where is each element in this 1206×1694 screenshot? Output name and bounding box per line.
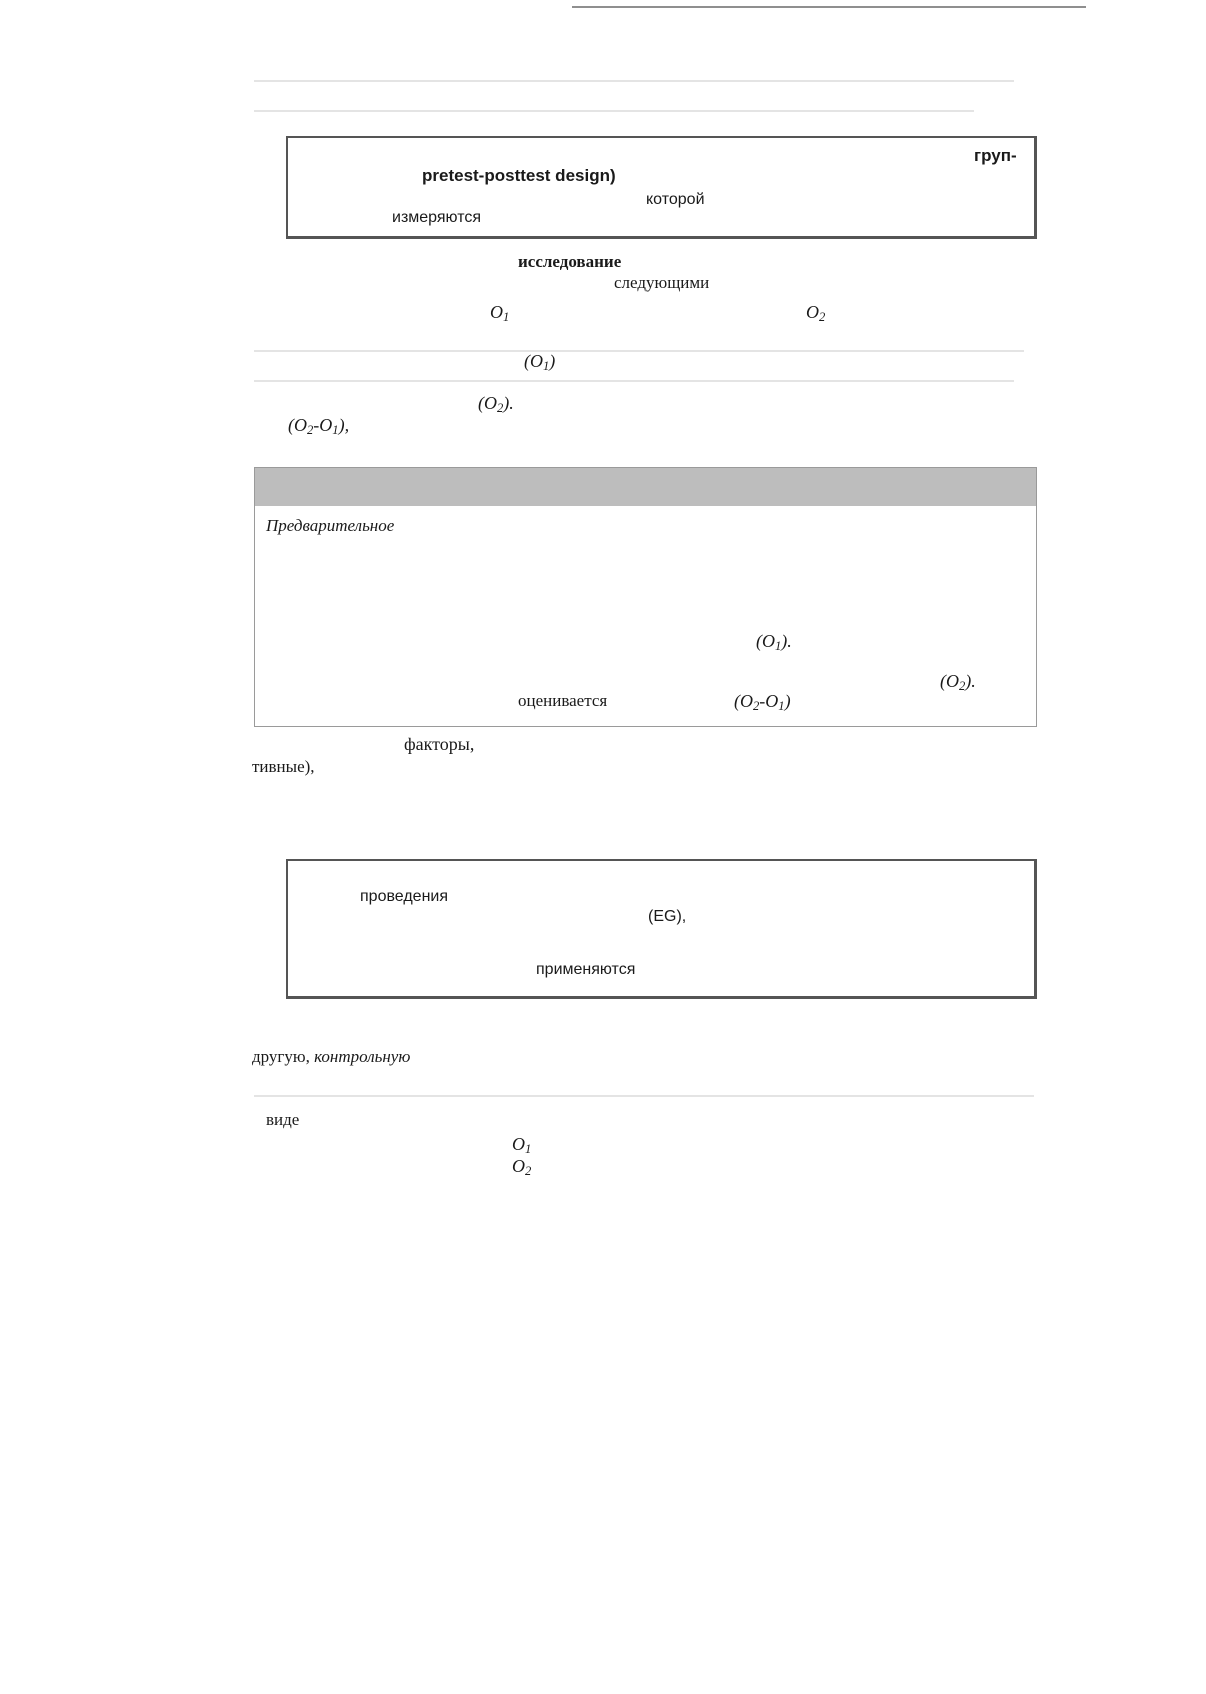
faint-scan-line bbox=[254, 80, 1014, 82]
box2-symbol-o2: $(O_2)$. bbox=[940, 671, 976, 693]
box2-symbol-diff: $(O_2-O_1)$ bbox=[734, 691, 791, 713]
faint-scan-line bbox=[254, 350, 1024, 352]
box2-symbol-o1: $(O_1)$. bbox=[756, 631, 792, 653]
word-vide: виде bbox=[266, 1110, 300, 1129]
word-issledovanie: исследование bbox=[518, 252, 622, 271]
word-sleduyushchimi: следующими bbox=[614, 273, 710, 292]
box1-word-kotoroi: которой bbox=[646, 191, 705, 208]
definition-box-2 bbox=[286, 859, 1037, 999]
box1-word-izmeryayutsya: измеряются bbox=[392, 209, 482, 226]
box2-word-otsenivaetsya: оценивается bbox=[518, 691, 608, 710]
symbol-o1: $O_1$ bbox=[490, 302, 510, 324]
box1-term-en: pretest-posttest design) bbox=[422, 166, 616, 185]
symbol-o2-lower: $O_2$ bbox=[512, 1156, 532, 1178]
box3-word-primenyayutsya: применяются bbox=[536, 961, 636, 978]
procedure-box bbox=[254, 467, 1037, 727]
symbol-diff: $(O_2-O_1)$, bbox=[288, 415, 350, 437]
box3-word-provedeniya: проведения bbox=[360, 888, 448, 905]
faint-scan-line bbox=[254, 1095, 1034, 1097]
symbol-o1-lower: $O_1$ bbox=[512, 1134, 532, 1156]
faint-scan-line bbox=[254, 110, 974, 112]
word-tivnye: тивные), bbox=[252, 757, 315, 776]
top-rule bbox=[572, 6, 1086, 8]
box1-term-right: груп- bbox=[974, 146, 1017, 165]
symbol-o2: $O_2$ bbox=[806, 302, 826, 324]
word-faktory: факторы, bbox=[404, 734, 475, 754]
procedure-box-header bbox=[255, 468, 1036, 506]
symbol-o2-paren: $(O_2)$. bbox=[478, 393, 514, 415]
word-druguyu: другую, контрольную bbox=[252, 1047, 411, 1066]
box3-eg: (EG), bbox=[648, 908, 687, 925]
faint-scan-line bbox=[254, 380, 1014, 382]
box2-heading: Предварительное bbox=[266, 516, 395, 535]
symbol-o1-paren: $(O_1)$ bbox=[524, 351, 556, 373]
